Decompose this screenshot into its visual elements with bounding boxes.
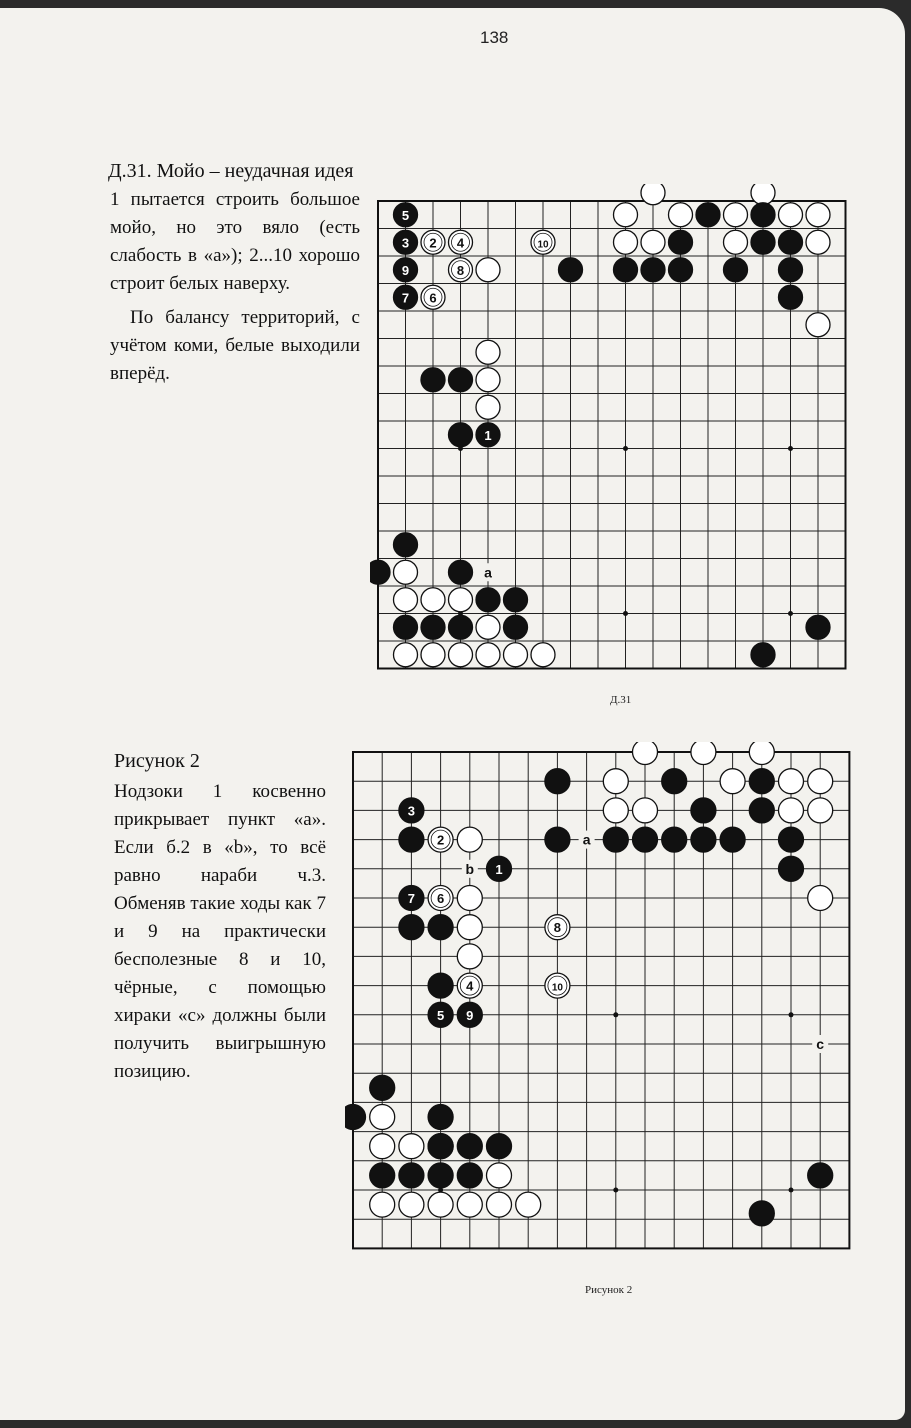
d31-go-board — [370, 184, 870, 694]
white-stone — [476, 368, 500, 392]
black-stone — [751, 203, 775, 227]
black-stone — [603, 827, 628, 852]
fig2-paragraph: Нодзоки 1 косвенно прикрывает пункт «а». Если б.2 в «b», то всё равно нараби ч.3. Обменяв такие ходы как 7 и 9 на практически бесполезные 8 и 10, чёрные, с помощью хираки «с» должны были получить выигрышную позицию. — [114, 781, 326, 1082]
move-number: 9 — [466, 1007, 474, 1023]
black-stone — [394, 533, 418, 557]
white-stone — [457, 1192, 482, 1217]
white-stone — [370, 1134, 395, 1159]
black-stone — [779, 827, 804, 852]
black-stone — [487, 1134, 512, 1159]
white-stone — [457, 886, 482, 911]
move-number: 10 — [551, 982, 563, 994]
white-stone — [370, 1105, 395, 1130]
black-stone — [751, 230, 775, 254]
move-number: 8 — [553, 920, 562, 936]
fig2-text — [114, 778, 326, 1092]
white-stone — [749, 742, 774, 765]
black-stone — [370, 1163, 395, 1188]
black-stone — [669, 258, 693, 282]
white-stone — [421, 588, 445, 612]
white-stone — [449, 643, 473, 667]
white-stone — [614, 203, 638, 227]
fig2-stones — [345, 742, 833, 1226]
black-stone — [808, 1163, 833, 1188]
point-label: a — [484, 564, 492, 581]
white-stone — [531, 643, 555, 667]
move-number: 2 — [436, 832, 445, 848]
white-stone — [399, 1134, 424, 1159]
white-stone — [779, 769, 804, 794]
move-number: 3 — [401, 235, 410, 251]
black-stone — [720, 827, 745, 852]
move-number: 4 — [466, 978, 474, 994]
white-stone — [806, 230, 830, 254]
black-stone — [696, 203, 720, 227]
white-stone — [394, 588, 418, 612]
black-stone — [779, 856, 804, 881]
black-stone — [559, 258, 583, 282]
move-number: 4 — [456, 235, 465, 251]
black-stone — [399, 1163, 424, 1188]
black-stone — [779, 285, 803, 309]
fig2-grid — [353, 752, 849, 1248]
white-stone — [476, 395, 500, 419]
white-stone — [641, 184, 665, 205]
white-stone — [457, 827, 482, 852]
black-stone — [428, 973, 453, 998]
move-number: 1 — [484, 427, 492, 443]
move-number: 9 — [401, 262, 410, 278]
black-stone — [614, 258, 638, 282]
white-stone — [806, 313, 830, 337]
point-label: b — [465, 860, 475, 877]
black-stone — [428, 1105, 453, 1130]
black-stone — [449, 560, 473, 584]
white-stone — [603, 798, 628, 823]
white-stone — [724, 230, 748, 254]
white-stone — [457, 944, 482, 969]
black-stone — [749, 798, 774, 823]
black-stone — [669, 230, 693, 254]
black-stone — [691, 798, 716, 823]
white-stone — [641, 230, 665, 254]
d31-title: Д.31. Мойо – неудачная идея — [108, 160, 354, 182]
black-stone — [449, 368, 473, 392]
white-stone — [808, 886, 833, 911]
fig2-caption: Рисунок 2 — [585, 1284, 633, 1296]
white-stone — [487, 1192, 512, 1217]
white-stone — [487, 1163, 512, 1188]
black-stone — [370, 560, 390, 584]
black-stone — [633, 827, 658, 852]
black-stone — [749, 769, 774, 794]
black-stone — [370, 1075, 395, 1100]
black-stone — [457, 1134, 482, 1159]
move-number: 2 — [429, 235, 437, 251]
d31-caption: Д.31 — [610, 694, 632, 706]
white-stone — [476, 615, 500, 639]
white-stone — [421, 643, 445, 667]
move-number: 6 — [429, 290, 437, 306]
hoshi-point — [623, 611, 628, 616]
white-stone — [691, 742, 716, 765]
point-label: a — [582, 831, 591, 848]
hoshi-point — [789, 1188, 794, 1193]
white-stone — [808, 769, 833, 794]
hoshi-point — [623, 446, 628, 451]
white-stone — [457, 915, 482, 940]
white-stone — [633, 798, 658, 823]
board-edge — [353, 752, 849, 1248]
white-stone — [614, 230, 638, 254]
black-stone — [421, 368, 445, 392]
black-stone — [779, 230, 803, 254]
fig2-go-board — [345, 742, 885, 1282]
move-number: 5 — [401, 207, 410, 223]
hoshi-point — [788, 446, 793, 451]
hoshi-point — [613, 1012, 618, 1017]
black-stone — [662, 827, 687, 852]
black-stone — [428, 915, 453, 940]
white-stone — [603, 769, 628, 794]
black-stone — [779, 258, 803, 282]
white-stone — [428, 1192, 453, 1217]
white-stone — [751, 184, 775, 205]
black-stone — [399, 827, 424, 852]
white-stone — [449, 588, 473, 612]
black-stone — [449, 615, 473, 639]
black-stone — [641, 258, 665, 282]
black-stone — [724, 258, 748, 282]
hoshi-point — [613, 1188, 618, 1193]
white-stone — [633, 742, 658, 765]
white-stone — [399, 1192, 424, 1217]
black-stone — [545, 827, 570, 852]
black-stone — [428, 1134, 453, 1159]
white-stone — [779, 203, 803, 227]
move-number: 10 — [537, 239, 549, 251]
point-label: c — [816, 1036, 825, 1052]
white-stone — [806, 203, 830, 227]
white-stone — [779, 798, 804, 823]
white-stone — [516, 1192, 541, 1217]
move-number: 8 — [456, 262, 465, 278]
black-stone — [751, 643, 775, 667]
black-stone — [806, 615, 830, 639]
black-stone — [691, 827, 716, 852]
hoshi-point — [788, 611, 793, 616]
d31-paragraph-1: 1 пытается строить большое мойо, но это вяло (есть слабость в «а»); 2...10 хорошо строит белых наверху. — [110, 189, 360, 294]
move-number: 6 — [436, 891, 445, 906]
white-stone — [720, 769, 745, 794]
black-stone — [504, 615, 528, 639]
d31-paragraph-2: По балансу территорий, с учётом коми, белые выходили вперёд. — [110, 307, 360, 384]
black-stone — [749, 1201, 774, 1226]
hoshi-point — [789, 1012, 794, 1017]
page-number: 138 — [480, 28, 509, 47]
black-stone — [449, 423, 473, 447]
fig2-title: Рисунок 2 — [114, 750, 200, 772]
black-stone — [476, 588, 500, 612]
white-stone — [669, 203, 693, 227]
white-stone — [476, 258, 500, 282]
move-number: 7 — [401, 290, 410, 306]
white-stone — [808, 798, 833, 823]
white-stone — [394, 560, 418, 584]
black-stone — [457, 1163, 482, 1188]
white-stone — [476, 643, 500, 667]
white-stone — [724, 203, 748, 227]
white-stone — [504, 643, 528, 667]
white-stone — [394, 643, 418, 667]
d31-text — [110, 186, 360, 394]
black-stone — [545, 769, 570, 794]
white-stone — [476, 340, 500, 364]
black-stone — [394, 615, 418, 639]
black-stone — [345, 1105, 366, 1130]
black-stone — [399, 915, 424, 940]
black-stone — [504, 588, 528, 612]
move-number: 1 — [495, 861, 503, 877]
move-number: 5 — [436, 1007, 445, 1023]
black-stone — [428, 1163, 453, 1188]
book-page — [0, 8, 905, 1420]
move-number: 7 — [407, 891, 416, 906]
black-stone — [662, 769, 687, 794]
black-stone — [421, 615, 445, 639]
white-stone — [370, 1192, 395, 1217]
move-number: 3 — [407, 803, 416, 819]
